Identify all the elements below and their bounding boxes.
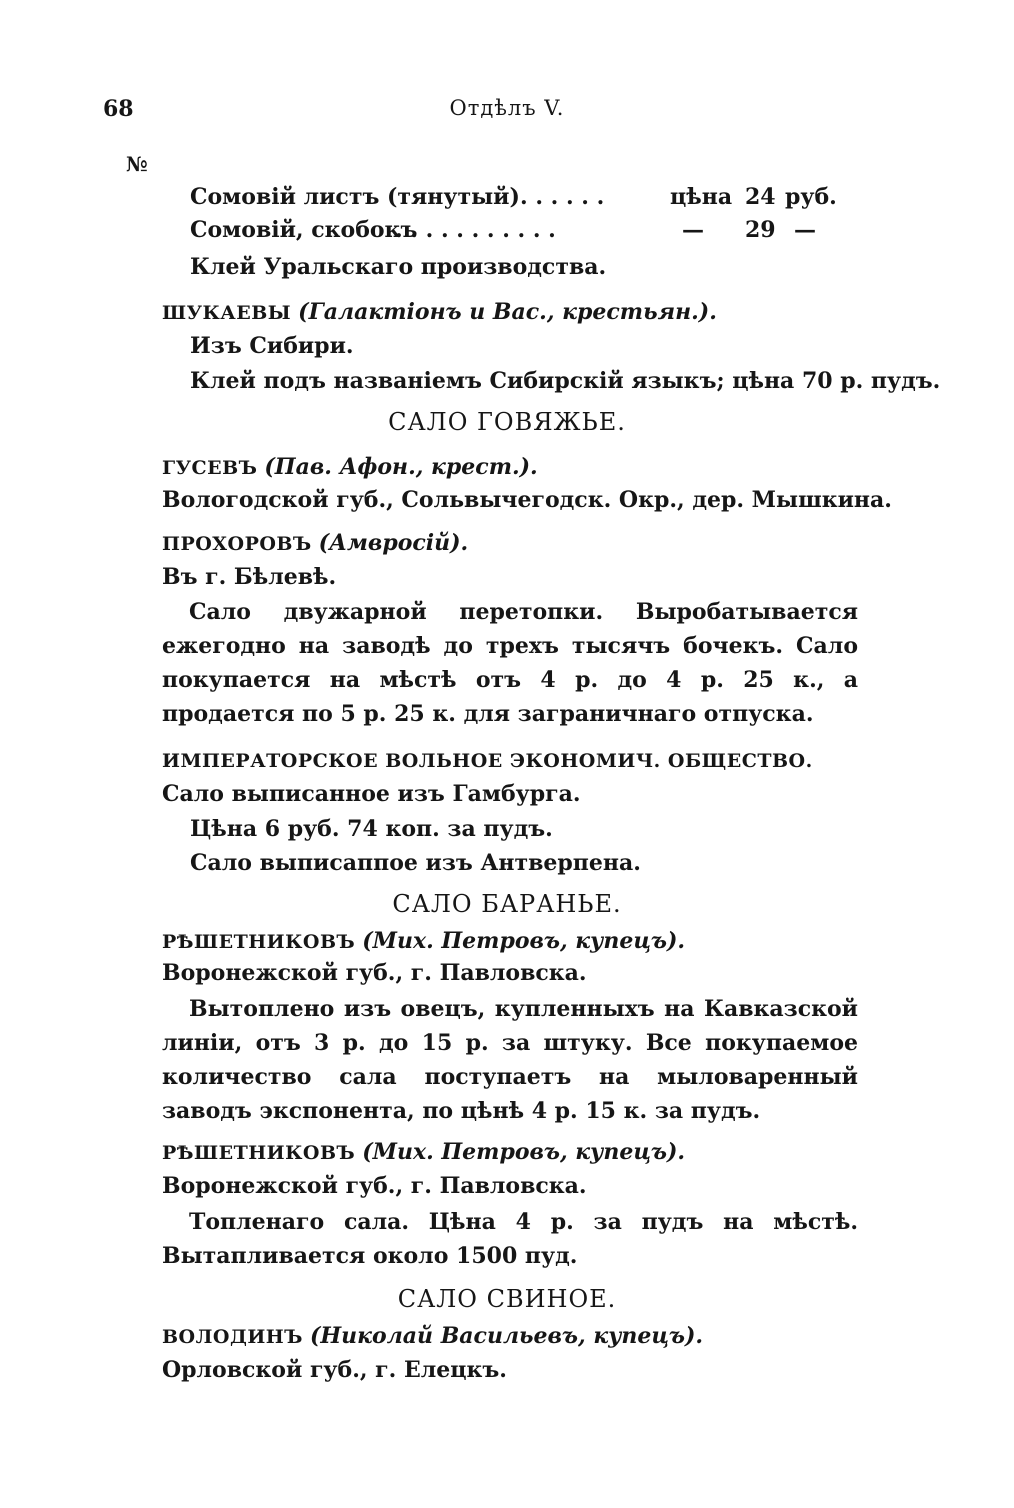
- section-heading-pork-fat: САЛО СВИНОЕ.: [397, 1285, 617, 1313]
- exhibitor-gusev: [162, 452, 538, 483]
- number-sign: №: [126, 152, 148, 176]
- exhibitor-name: ВОЛОДИНЪ: [162, 1326, 303, 1348]
- prokhorov-description: Сало двужарной перетопки. Выробатывается ежегодно на заводѣ до трехъ тысячъ бочекъ. Сало покупается на мѣстѣ отъ 4 р. до 4 р. 25 к., а продается по 5 р. 25 к. для заграничнаго отпуска.: [162, 599, 858, 727]
- exhibitor-volodin: [162, 1321, 703, 1352]
- price-value: 29: [745, 217, 776, 243]
- section-heading-beef-tallow: САЛО ГОВЯЖЬЕ.: [388, 408, 626, 436]
- shukaev-description: Клей подъ названіемъ Сибирскій языкъ; цѣна 70 р. пудъ.: [190, 368, 941, 394]
- exhibitor-name: ПРОХОРОВЪ: [162, 533, 312, 555]
- price-label: цѣна: [670, 184, 733, 210]
- section-heading-mutton-tallow: САЛО БАРАНЬЕ.: [392, 890, 622, 918]
- exhibitor-name: ШУКАЕВЫ: [162, 302, 292, 324]
- ditto-dash: —: [682, 217, 704, 243]
- gusev-place: Вологодской губ., Сольвычегодск. Окр., дер. Мышкина.: [162, 487, 892, 513]
- reshetnikov-2-description: Топленаго сала. Цѣна 4 р. за пудъ на мѣстѣ. Вытапливается около 1500 пуд.: [162, 1209, 858, 1269]
- exhibitor-note: (Амвросій).: [318, 530, 469, 556]
- page-number: 68: [103, 96, 134, 122]
- exhibitor-note: (Мих. Петровъ, купецъ).: [362, 928, 686, 954]
- society-price: Цѣна 6 руб. 74 коп. за пудъ.: [190, 816, 553, 842]
- som-price-row-1: [190, 182, 837, 212]
- ditto-dash: —: [794, 217, 816, 243]
- exhibitor-note: (Николай Васильевъ, купецъ).: [309, 1323, 704, 1349]
- reshetnikov-2-place: Воронежской губ., г. Павловска.: [162, 1173, 587, 1199]
- exhibitor-note: (Пав. Афон., крест.).: [264, 454, 538, 480]
- dot-leaders: . . . . . . . . . . .: [395, 217, 556, 243]
- exhibitor-reshetnikov-2: [162, 1137, 685, 1168]
- exhibitor-economic-society: ИМПЕРАТОРСКОЕ ВОЛЬНОЕ ЭКОНОМИЧ. ОБЩЕСТВО.: [162, 750, 813, 772]
- exhibitor-shukaev: [162, 297, 717, 328]
- price-unit: руб.: [785, 184, 837, 210]
- prokhorov-place: Въ г. Бѣлевѣ.: [162, 564, 337, 590]
- som-price-row-2: [190, 215, 830, 245]
- society-hamburg: Сало выписанное изъ Гамбурга.: [162, 781, 581, 807]
- exhibitor-name: РѢШЕТНИКОВЪ: [162, 931, 356, 953]
- volodin-place: Орловской губ., г. Елецкъ.: [162, 1357, 507, 1383]
- society-antwerp: Сало выписаппое изъ Антверпена.: [190, 850, 641, 876]
- exhibitor-prokhorov: [162, 528, 468, 559]
- ural-glue-line: Клей Уральскаго производства.: [190, 254, 607, 280]
- dot-leaders: . . . . . .: [520, 184, 605, 210]
- exhibitor-note: (Мих. Петровъ, купецъ).: [362, 1139, 686, 1165]
- running-title: Отдѣлъ V.: [449, 96, 565, 120]
- exhibitor-reshetnikov-1: [162, 926, 685, 957]
- shukaev-origin: Изъ Сибири.: [190, 333, 354, 359]
- exhibitor-note: (Галактіонъ и Вас., крестьян.).: [298, 299, 717, 325]
- item-label: Сомовій, скобокъ: [190, 217, 418, 243]
- reshetnikov-1-place: Воронежской губ., г. Павловска.: [162, 960, 587, 986]
- exhibitor-name: РѢШЕТНИКОВЪ: [162, 1142, 356, 1164]
- item-label: Сомовій листъ (тянутый): [190, 184, 520, 210]
- exhibitor-name: ГУСЕВЪ: [162, 457, 258, 479]
- price-value: 24: [745, 184, 776, 210]
- reshetnikov-1-description: Вытоплено изъ овецъ, купленныхъ на Кавказской линіи, отъ 3 р. до 15 р. за штуку. Все покупаемое количество сала поступаетъ на мыловаренный заводъ экспонента, по цѣнѣ 4 р. 15 к. за пудъ.: [162, 996, 858, 1124]
